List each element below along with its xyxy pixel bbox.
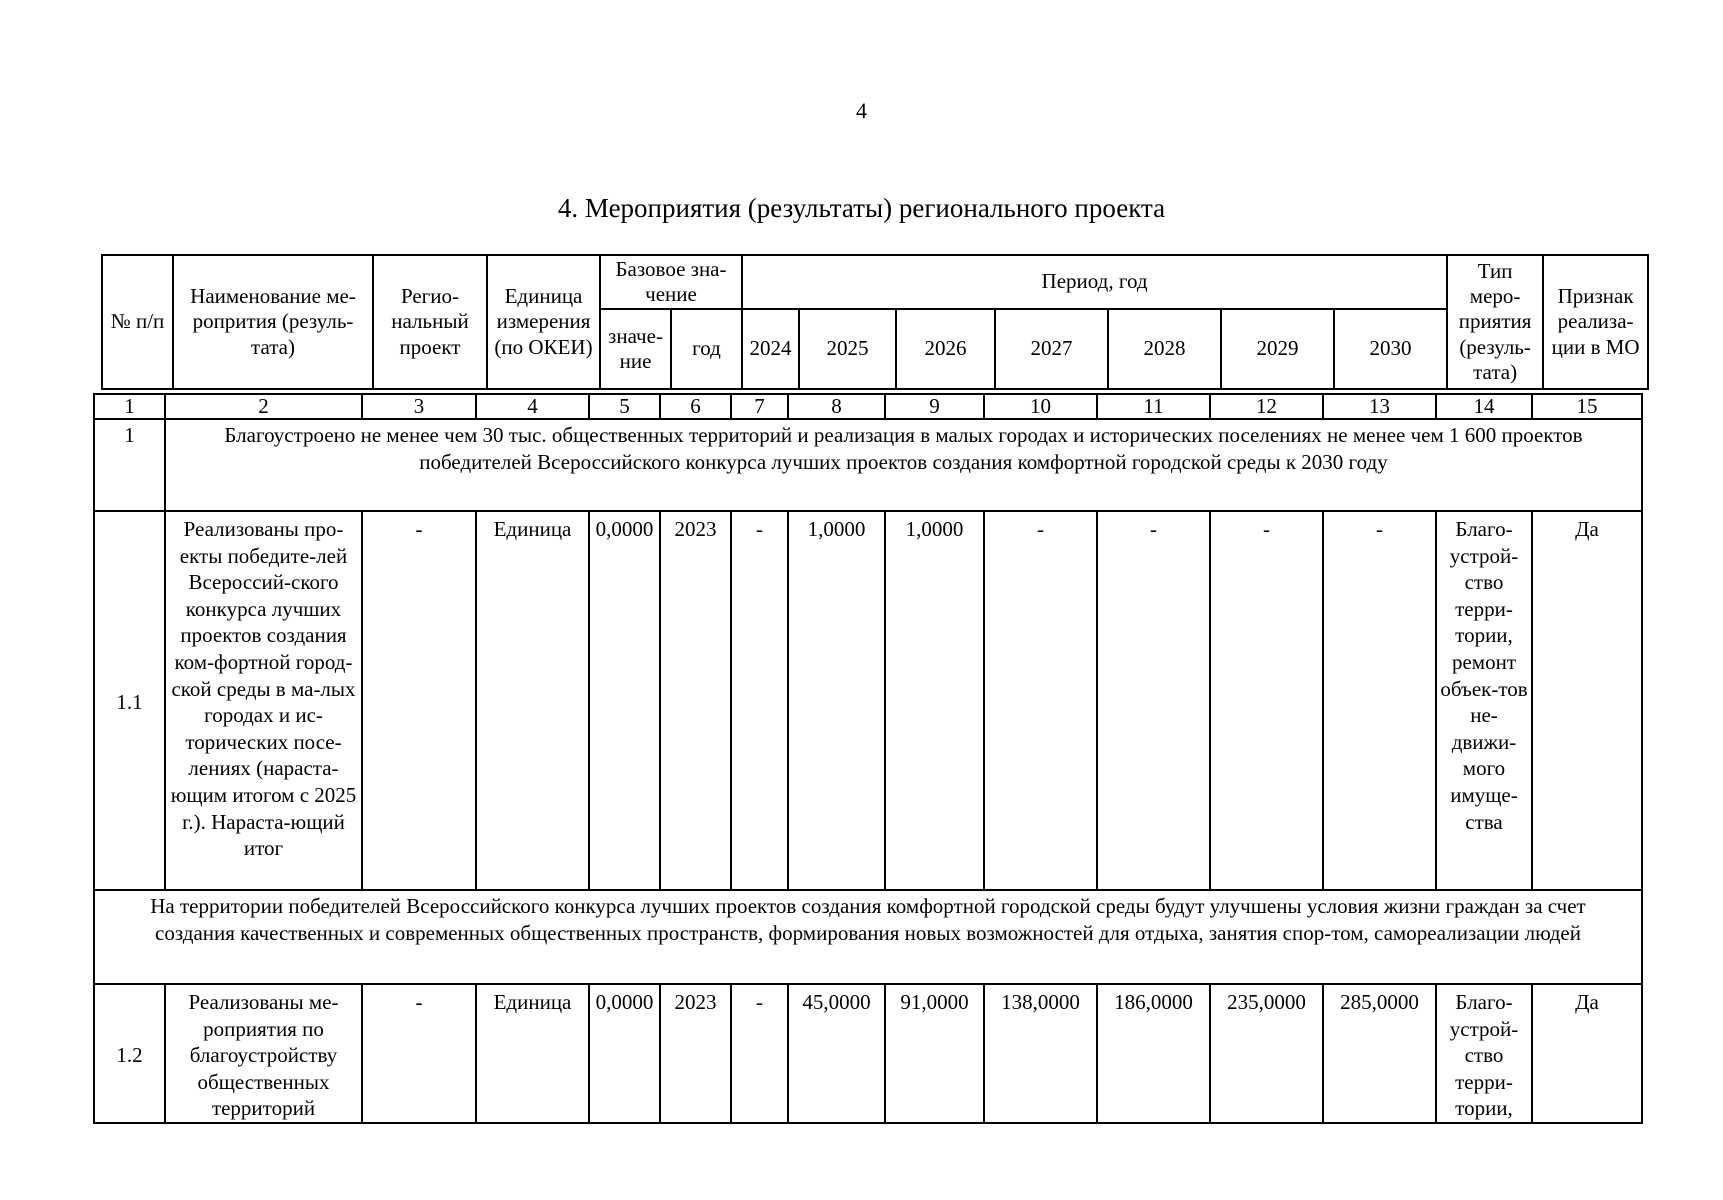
header-base: Базовое зна-чение xyxy=(600,255,742,309)
row-regional: - xyxy=(362,984,476,1123)
section-text: Благоустроено не менее чем 30 тыс. общественных территорий и реализация в малых городах и исторических поселениях не менее чем 1 600 проектов победителей Всероссийского конкурса лучших проектов создания комфортной городской среды к 2030 году xyxy=(165,419,1642,511)
header-num: № п/п xyxy=(102,255,173,389)
column-number: 5 xyxy=(589,394,660,419)
row-value: 186,0000 xyxy=(1097,984,1210,1123)
header-name: Наименование ме-ропрития (резуль-тата) xyxy=(173,255,373,389)
column-number-row xyxy=(94,394,1642,419)
row-mo: Да xyxy=(1532,511,1642,890)
row-value: 235,0000 xyxy=(1210,984,1323,1123)
row-mo: Да xyxy=(1532,984,1642,1123)
column-number: 1 xyxy=(94,394,165,419)
table-row xyxy=(94,984,1642,1123)
column-number: 11 xyxy=(1097,394,1210,419)
header-regional: Регио-нальный проект xyxy=(373,255,487,389)
column-number: 12 xyxy=(1210,394,1323,419)
row-base-value: 0,0000 xyxy=(589,984,660,1123)
row-value: 138,0000 xyxy=(984,984,1097,1123)
row-value: 1,0000 xyxy=(885,511,984,890)
column-number: 3 xyxy=(362,394,476,419)
row-value: - xyxy=(1097,511,1210,890)
header-year: 2027 xyxy=(995,309,1108,389)
column-number: 14 xyxy=(1436,394,1532,419)
page-number: 4 xyxy=(856,98,867,123)
header-mo: Признак реализа-ции в МО xyxy=(1543,255,1648,389)
row-unit: Единица xyxy=(476,984,589,1123)
header-year: 2025 xyxy=(799,309,896,389)
row-name: Реализованы ме-роприятия по благоустройству общественных территорий xyxy=(165,984,362,1123)
row-type: Благо-устрой-ство терри-тории, xyxy=(1436,984,1532,1123)
table-header xyxy=(101,254,1649,390)
data-table xyxy=(93,393,1643,1124)
row-value: - xyxy=(984,511,1097,890)
row-name: Реализованы про-екты победите-лей Всероссий-ского конкурса лучших проектов создания ком-фортной город-ской среды в ма-лых городах и ис-торических посе-лениях (нараста-ющим итогом с 2025 г.). Нараста-ющий итог xyxy=(165,511,362,890)
column-number: 6 xyxy=(660,394,731,419)
header-base-year: год xyxy=(671,309,742,389)
row-value: 285,0000 xyxy=(1323,984,1436,1123)
row-value: - xyxy=(1210,511,1323,890)
column-number: 9 xyxy=(885,394,984,419)
row-value: 45,0000 xyxy=(788,984,885,1123)
header-unit: Единица измерения (по ОКЕИ) xyxy=(487,255,600,389)
column-number: 13 xyxy=(1323,394,1436,419)
header-year: 2030 xyxy=(1334,309,1447,389)
row-num: 1.2 xyxy=(94,984,165,1123)
row-value: 91,0000 xyxy=(885,984,984,1123)
row-num: 1.1 xyxy=(94,511,165,890)
header-year: 2029 xyxy=(1221,309,1334,389)
header-year: 2024 xyxy=(742,309,799,389)
description-row xyxy=(94,890,1642,984)
row-value: 1,0000 xyxy=(788,511,885,890)
section-row xyxy=(94,419,1642,511)
row-description: На территории победителей Всероссийского конкурса лучших проектов создания комфортной городской среды будут улучшены условия жизни граждан за счет создания качественных и современных общественных пространств, формирования новых возможностей для отдыха, занятия спор-том, самореализации людей xyxy=(94,890,1642,984)
header-year: 2028 xyxy=(1108,309,1221,389)
header-period: Период, год xyxy=(742,255,1447,309)
section-num: 1 xyxy=(94,419,165,511)
row-value: - xyxy=(731,984,788,1123)
column-number: 2 xyxy=(165,394,362,419)
table-row xyxy=(94,511,1642,890)
row-type: Благо-устрой-ство терри-тории, ремонт объек-тов не-движи-мого имуще-ства xyxy=(1436,511,1532,890)
column-number: 7 xyxy=(731,394,788,419)
row-base-year: 2023 xyxy=(660,984,731,1123)
column-number: 15 xyxy=(1532,394,1642,419)
column-number: 10 xyxy=(984,394,1097,419)
header-base-value: значе-ние xyxy=(600,309,671,389)
row-base-value: 0,0000 xyxy=(589,511,660,890)
column-number: 8 xyxy=(788,394,885,419)
column-number: 4 xyxy=(476,394,589,419)
row-base-year: 2023 xyxy=(660,511,731,890)
header-year: 2026 xyxy=(896,309,995,389)
row-value: - xyxy=(731,511,788,890)
row-value: - xyxy=(1323,511,1436,890)
header-type: Тип меро-приятия (резуль-тата) xyxy=(1447,255,1543,389)
section-title: 4. Мероприятия (результаты) регионального проекта xyxy=(557,193,1166,223)
row-unit: Единица xyxy=(476,511,589,890)
row-regional: - xyxy=(362,511,476,890)
